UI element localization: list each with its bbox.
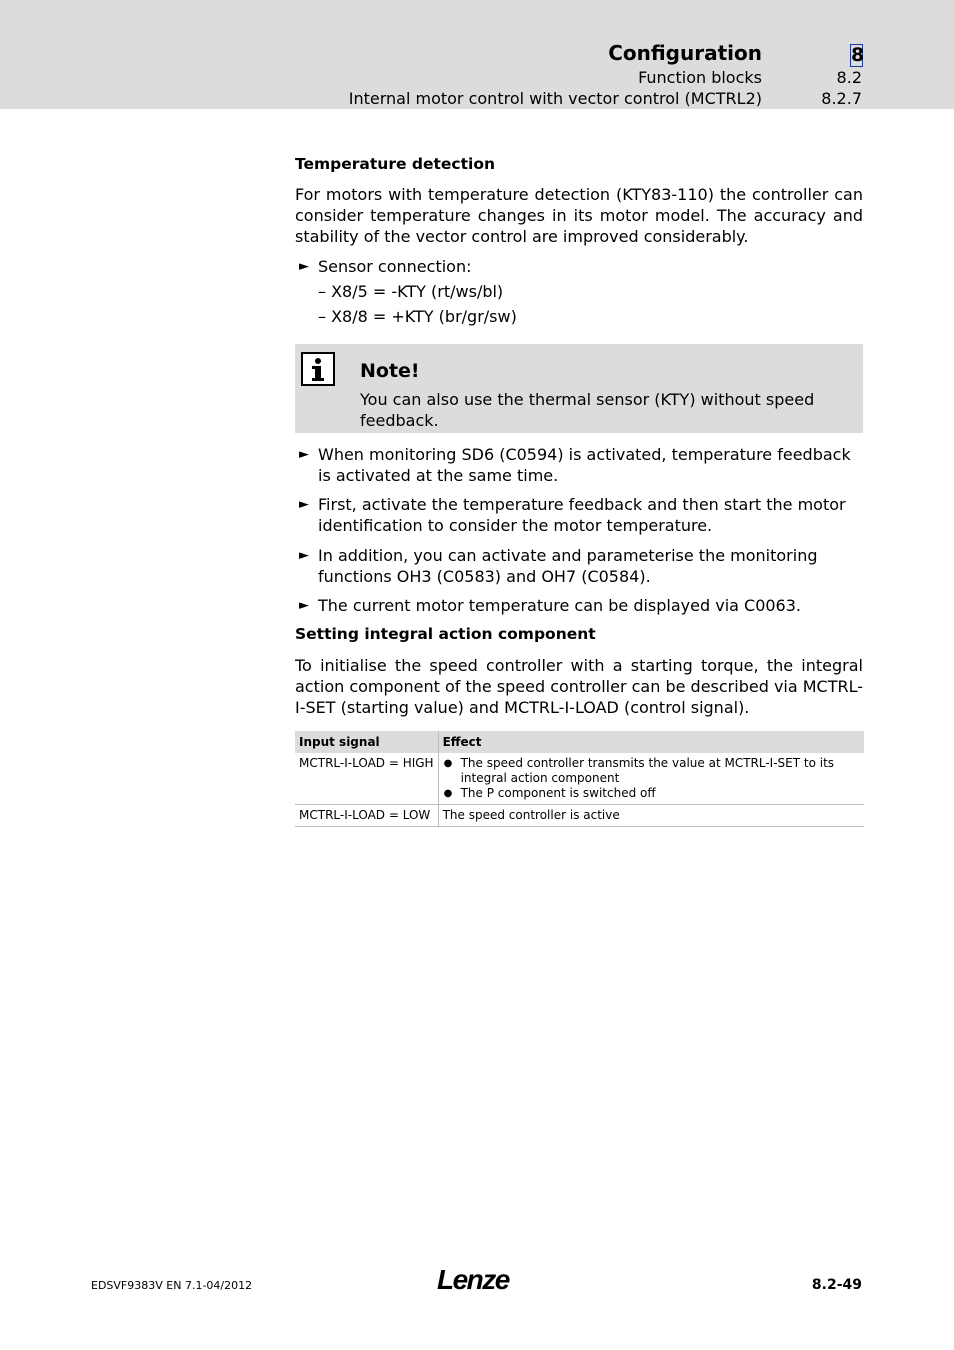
subsection-number: 8.2.7 bbox=[821, 89, 862, 108]
lenze-logo bbox=[437, 1262, 517, 1296]
column-header-input-signal: Input signal bbox=[295, 731, 438, 753]
column-header-effect: Effect bbox=[438, 731, 864, 753]
table-row bbox=[295, 805, 864, 827]
list-item bbox=[299, 595, 859, 616]
section-number: 8.2 bbox=[836, 68, 862, 87]
list-item-text: Sensor connection: bbox=[318, 257, 472, 276]
bullet-arrow-icon: ► bbox=[299, 497, 309, 512]
note-box bbox=[295, 344, 863, 433]
section-title: Function blocks bbox=[638, 68, 762, 87]
effect-list-item bbox=[443, 756, 860, 786]
paragraph-temperature-intro: For motors with temperature detection (KTY83-110) the controller can consider temperature changes in its motor model. The accuracy and stability of the vector control are improved considerably. bbox=[295, 185, 863, 246]
logo-text: Lenze bbox=[437, 1264, 509, 1295]
table-header-row bbox=[295, 731, 864, 753]
paragraph-integral-intro: To initialise the speed controller with a starting torque, the integral action component of the speed controller can be described via MCTRL-I-SET (starting value) and MCTRL-I-LOAD (control signal). bbox=[295, 656, 864, 717]
heading-temperature-detection: Temperature detection bbox=[295, 155, 496, 173]
list-item-sensor-connection bbox=[299, 256, 859, 277]
effect-text: The speed controller transmits the value at MCTRL-I-SET to its integral action component bbox=[460, 756, 835, 785]
table-row bbox=[295, 753, 864, 805]
heading-integral-action: Setting integral action component bbox=[295, 625, 596, 643]
effect-list-item bbox=[443, 786, 860, 801]
chapter-title: Configuration bbox=[608, 41, 762, 65]
sensor-item: – X8/8 = +KTY (br/gr/sw) bbox=[318, 307, 517, 326]
input-signal-cell: MCTRL-I-LOAD = HIGH bbox=[295, 753, 438, 805]
list-item-text: The current motor temperature can be displayed via C0063. bbox=[318, 596, 801, 615]
bullet-dot-icon: ● bbox=[443, 758, 453, 769]
document-id: EDSVF9383V EN 7.1-04/2012 bbox=[91, 1279, 253, 1292]
effect-text: The P component is switched off bbox=[460, 786, 656, 800]
note-text: You can also use the thermal sensor (KTY) without speed feedback. bbox=[360, 390, 815, 430]
list-item-text: In addition, you can activate and parameterise the monitoring functions OH3 (C0583) and OH7 (C0584). bbox=[318, 546, 818, 586]
list-item bbox=[299, 545, 859, 587]
bullet-arrow-icon: ► bbox=[299, 259, 309, 274]
list-item bbox=[299, 494, 859, 536]
list-item bbox=[299, 444, 859, 486]
bullet-arrow-icon: ► bbox=[299, 548, 309, 563]
list-item-text: When monitoring SD6 (C0594) is activated, temperature feedback is activated at the same time. bbox=[318, 445, 851, 485]
effect-cell bbox=[438, 753, 864, 805]
note-title: Note! bbox=[360, 360, 420, 382]
info-icon bbox=[301, 352, 335, 386]
bullet-arrow-icon: ► bbox=[299, 447, 309, 462]
subsection-title: Internal motor control with vector control (MCTRL2) bbox=[348, 89, 762, 108]
list-item-text: First, activate the temperature feedback and then start the motor identification to consider the motor temperature. bbox=[318, 495, 846, 535]
page-number: 8.2-49 bbox=[811, 1277, 862, 1293]
bullet-dot-icon: ● bbox=[443, 788, 453, 799]
chapter-number: 8 bbox=[851, 44, 865, 66]
effect-cell: The speed controller is active bbox=[438, 805, 864, 827]
sensor-item: – X8/5 = -KTY (rt/ws/bl) bbox=[318, 282, 504, 301]
signal-table bbox=[295, 731, 864, 827]
input-signal-cell: MCTRL-I-LOAD = LOW bbox=[295, 805, 438, 827]
bullet-arrow-icon: ► bbox=[299, 598, 309, 613]
